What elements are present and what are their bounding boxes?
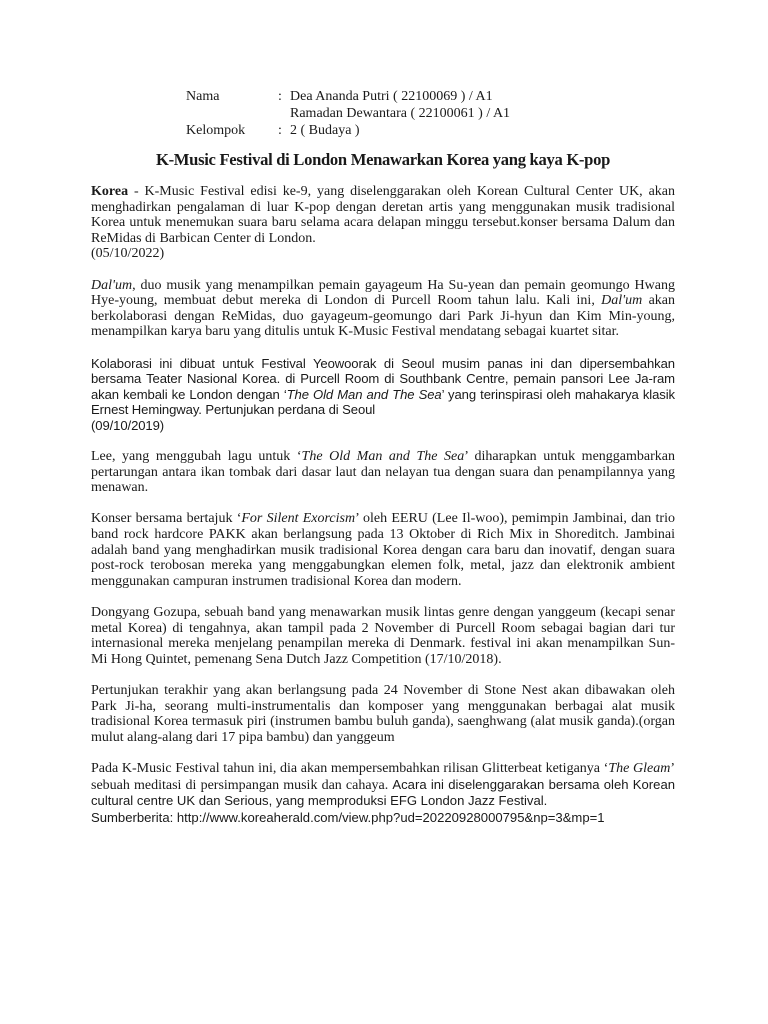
paragraph-3-date: (09/10/2019): [91, 417, 165, 433]
name-colon: :: [278, 89, 282, 104]
silent-exorcism-italic: For Silent Exorcism: [241, 511, 356, 527]
gleam-italic: The Gleam: [608, 760, 671, 776]
paragraph-6: Dongyang Gozupa, sebuah band yang menawarkan musik lintas genre dengan yanggeum (kecapi senar metal Korea) di tengahnya, akan tampil pada 2 November di Purcell Room sebagai bagian dari tur internasional mereka menjelang penampilan mereka di Denmark. festival ini akan menampilkan Sun-Mi Hong Quintet, pemenang Sena Dutch Jazz Competition (17/10/2018).: [91, 605, 675, 667]
paragraph-5-text-1: Konser bersama bertajuk ‘: [91, 511, 242, 527]
paragraph-4: [91, 449, 675, 496]
paragraph-8-text-2: ’ sebuah meditasi di persimpangan musik dan cahaya.: [91, 760, 675, 793]
group-label: Kelompok: [186, 123, 246, 138]
paragraph-3-text-2: ’ yang terinspirasi oleh mahakarya klasik Ernest Hemingway. Pertunjukan perdana di Seoul: [91, 386, 675, 418]
name-value-1: Dea Ananda Putri ( 22100069 ) / A1: [290, 89, 493, 104]
dalum-italic-2: Dal'um: [601, 293, 643, 309]
paragraph-1-date: (05/10/2022): [91, 246, 165, 262]
paragraph-2: [91, 278, 675, 340]
old-man-italic-1: The Old Man and The Sea: [286, 386, 442, 402]
paragraph-1-text: K-Music Festival edisi ke-9, yang diselenggarakan oleh Korean Cultural Center UK, akan menghadirkan pengalaman di luar K-pop dengan deretan artis yang menggunakan musik tradisional Korea untuk menemukan suara baru selama acara delapan minggu tersebut.konser bersama Dalum dan ReMidas di Barbican Center di London.: [91, 184, 675, 246]
paragraph-5-text-2: ’ oleh EERU (Lee Il-woo), pemimpin Jambinai, dan trio band rock hardcore PAKK akan berlangsung pada 13 Oktober di Rich Mix in Shoreditch. Jambinai adalah band yang menghadirkan musik tradisional Korea dengan cara baru dan inovatif, dengan suara post-rock terobosan mereka yang menggabungkan elemen folk, metal, jazz dan elektronik ambient menggunakan campuran instrumen tradisional Korea dan modern.: [91, 511, 675, 589]
paragraph-8: [91, 761, 675, 810]
paragraph-4-text-1: Lee, yang menggubah lagu untuk ‘: [91, 449, 302, 465]
paragraph-4-text-2: ’ diharapkan untuk menggambarkan pertarungan antara ikan tombak dari dasar laut dan nelayan tua dengan suara dan penampilannya yang menawan.: [91, 449, 675, 496]
article-title: K-Music Festival di London Menawarkan Korea yang kaya K-pop: [155, 150, 611, 169]
document-page: [91, 88, 675, 825]
paragraph-2-text-1: , duo musik yang menampilkan pemain gayageum Ha Su-yean dan pemain geomungo Hwang Hye-young, membuat debut mereka di London di Purcell Room tahun lalu. Kali ini,: [91, 277, 675, 309]
paragraph-3: [91, 356, 675, 434]
name-label: Nama: [186, 89, 220, 104]
lead-dash: -: [128, 184, 145, 199]
paragraph-1: [91, 184, 675, 262]
lead-word: Korea: [91, 184, 129, 199]
group-colon: :: [278, 123, 282, 138]
author-header: [186, 88, 675, 139]
name-value-2: Ramadan Dewantara ( 22100061 ) / A1: [290, 106, 511, 121]
paragraph-8-text-3: Acara ini diselenggarakan bersama oleh Korean cultural centre UK dan Serious, yang memproduksi EFG London Jazz Festival.: [91, 776, 676, 809]
group-value: 2 ( Budaya ): [290, 123, 360, 138]
dalum-italic-1: Dal'um: [91, 277, 133, 293]
source-link: Sumberberita: http://www.koreaherald.com/view.php?ud=20220928000795&np=3&mp=1: [91, 809, 605, 825]
paragraph-7: Pertunjukan terakhir yang akan berlangsung pada 24 November di Stone Nest akan dibawakan oleh Park Ji-ha, seorang multi-instrumentalis dan komposer yang menggunakan berbagai alat musik tradisional Korea termasuk piri (instrumen bambu buluh ganda), saenghwang (alat musik ganda).(organ mulut alang-alang dari 17 pipa bambu) dan yanggeum: [91, 683, 675, 745]
old-man-italic-2: The Old Man and The Sea: [301, 449, 465, 465]
paragraph-3-text-1: Kolaborasi ini dibuat untuk Festival Yeowoorak di Seoul musim panas ini dan dipersembahkan bersama Teater Nasional Korea. di Purcell Room di Southbank Centre, pemain pansori Lee Ja-ram akan kembali ke London dengan ‘: [91, 355, 675, 402]
paragraph-5: [91, 511, 675, 589]
paragraph-8-text-1: Pada K-Music Festival tahun ini, dia akan mempersembahkan rilisan Glitterbeat ketiganya ‘: [91, 760, 609, 776]
paragraph-2-text-2: akan berkolaborasi dengan ReMidas, duo gayageum-geomungo dari Park Ji-hyun dan Kim Min-young, menampilkan karya baru yang ditulis untuk K-Music Festival mendatang sebagai kuartet sitar.: [91, 293, 675, 340]
